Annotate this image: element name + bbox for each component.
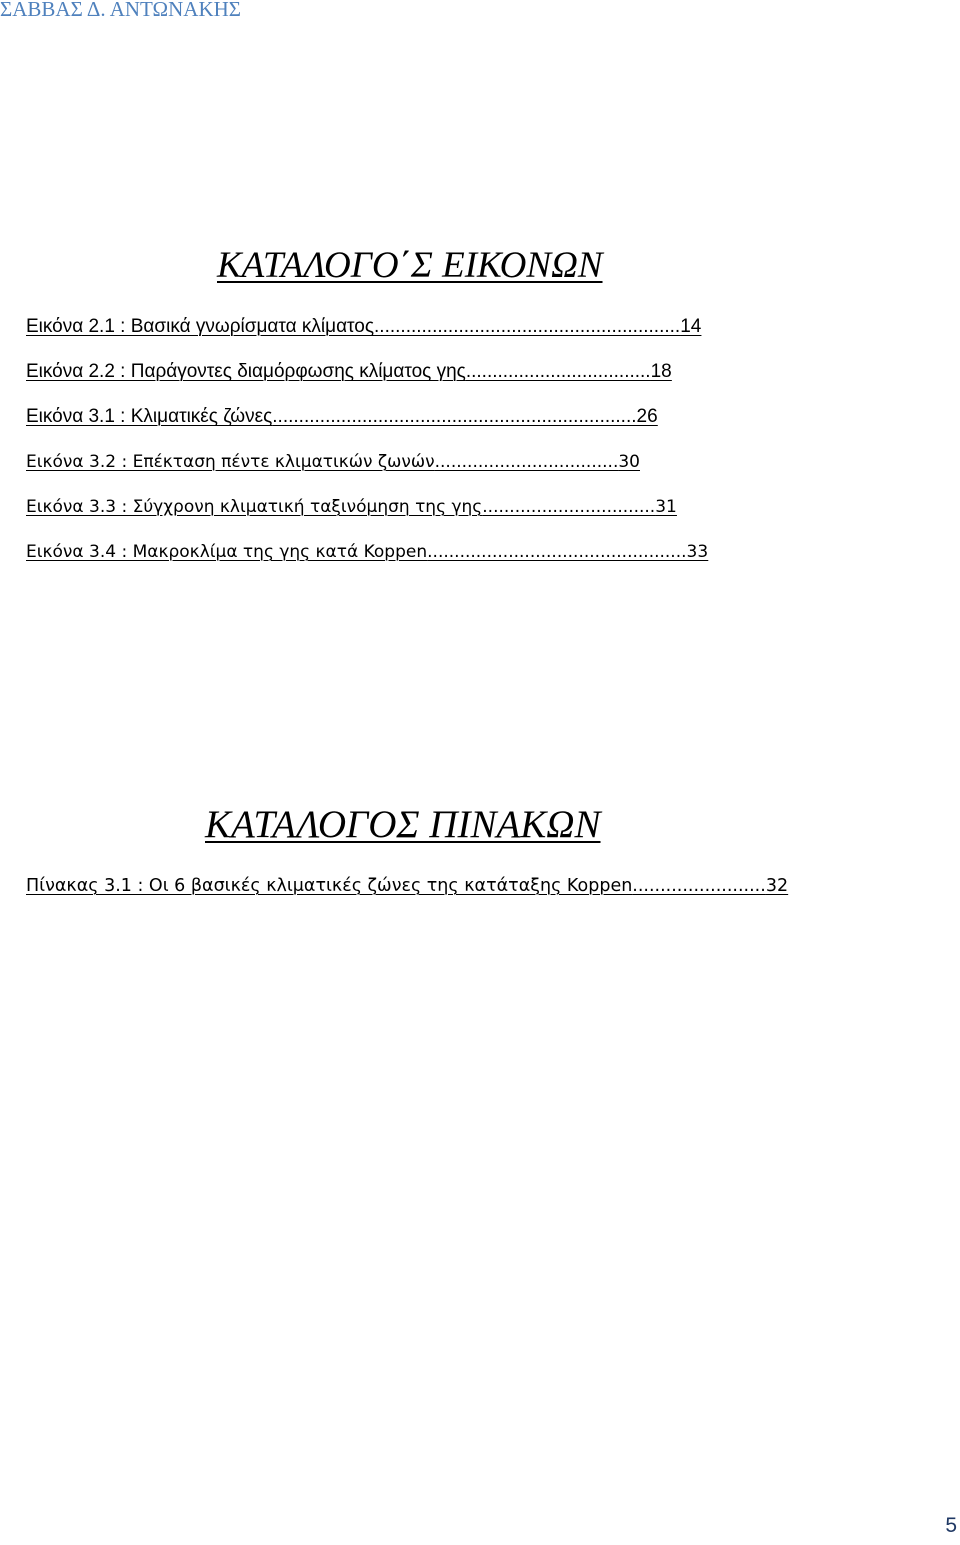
list-of-tables <box>26 876 788 921</box>
entry-label: Εικόνα 2.2 : Παράγοντες διαμόρφωσης κλίματος γης <box>26 361 466 382</box>
entry-label: Πίνακας 3.1 : Οι 6 βασικές κλιματικές ζώνες της κατάταξης Koppen <box>26 876 633 896</box>
dot-leader: ........................ <box>632 876 766 896</box>
toc-entry-figure[interactable] <box>26 407 708 452</box>
running-header-author: ΣΑΒΒΑΣ Δ. ΑΝΤΩΝΑΚΗΣ <box>0 0 241 21</box>
dot-leader: .......................................................... <box>374 316 681 337</box>
entry-page-number: 30 <box>618 452 640 472</box>
entry-label: Εικόνα 3.1 : Κλιματικές ζώνες <box>26 406 273 427</box>
entry-page-number: 18 <box>650 361 672 382</box>
list-of-figures <box>26 317 708 587</box>
toc-entry-table[interactable] <box>26 876 788 921</box>
entry-label: Εικόνα 3.3 : Σύγχρονη κλιματική ταξινόμηση της γης <box>26 497 483 517</box>
toc-entry-figure[interactable] <box>26 317 708 362</box>
list-of-figures-title: ΚΑΤΑΛΟΓΟ΄Σ ΕΙΚΟΝΩΝ <box>217 245 603 286</box>
entry-page-number: 32 <box>765 876 789 896</box>
dot-leader: ................................................ <box>427 542 687 562</box>
entry-label: Εικόνα 3.4 : Μακροκλίμα της γης κατά Koppen <box>26 542 428 562</box>
dot-leader: ................................ <box>482 497 656 517</box>
entry-label: Εικόνα 3.2 : Επέκταση πέντε κλιματικών ζωνών <box>26 452 435 472</box>
entry-page-number: 31 <box>655 497 677 517</box>
entry-label: Εικόνα 2.1 : Βασικά γνωρίσματα κλίματος <box>26 316 375 337</box>
toc-entry-figure[interactable] <box>26 362 708 407</box>
dot-leader: ................................... <box>465 361 651 382</box>
toc-entry-figure[interactable] <box>26 542 708 587</box>
entry-page-number: 33 <box>686 542 709 562</box>
dot-leader: ..................................................................... <box>272 406 637 427</box>
list-of-tables-title: ΚΑΤΑΛΟΓΟΣ ΠΙΝΑΚΩΝ <box>205 803 601 846</box>
entry-page-number: 26 <box>636 406 658 427</box>
toc-entry-figure[interactable] <box>26 497 708 542</box>
page-number: 5 <box>945 1514 957 1537</box>
entry-page-number: 14 <box>680 316 702 337</box>
dot-leader: .................................. <box>434 452 619 472</box>
toc-entry-figure[interactable] <box>26 452 708 497</box>
